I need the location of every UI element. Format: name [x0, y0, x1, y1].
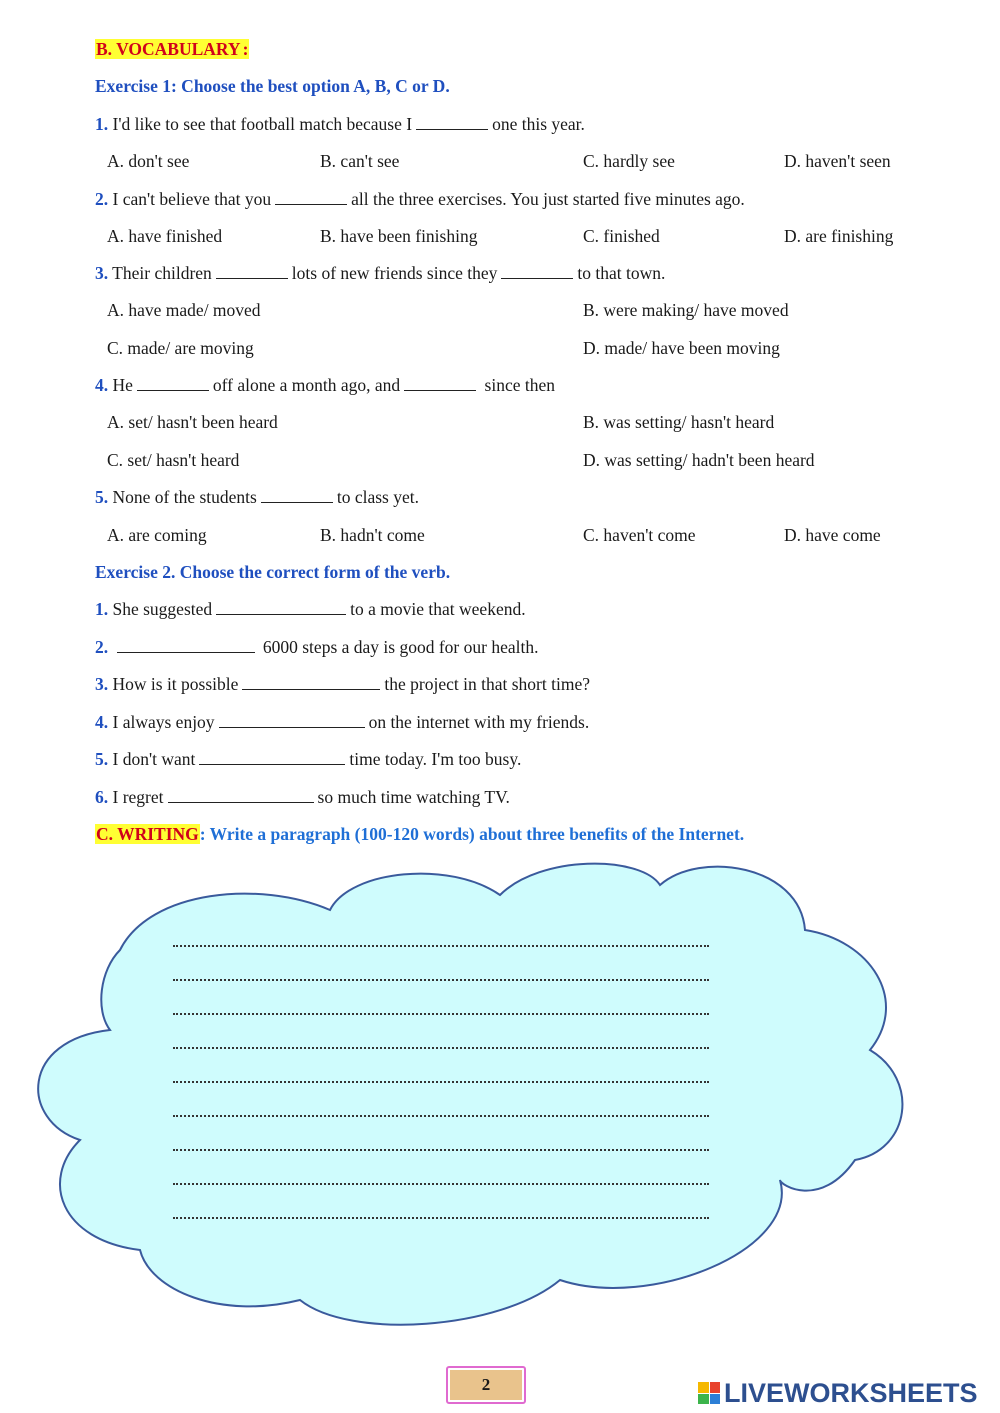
writing-line-2[interactable] [173, 979, 709, 981]
option-b[interactable]: B. can't see [320, 151, 400, 171]
question-text: I always enjoy [108, 712, 215, 732]
option-c[interactable]: C. finished [583, 226, 660, 246]
answer-blank[interactable] [275, 189, 347, 205]
option-c[interactable]: C. hardly see [583, 151, 675, 171]
option-b[interactable]: B. hadn't come [320, 525, 425, 545]
question-text: all the three exercises. You just started five minutes ago. [351, 189, 745, 209]
question-text: to class yet. [336, 487, 419, 507]
ex1-question-1 [95, 113, 585, 135]
vocabulary-section-label: B. VOCABULARY [96, 39, 241, 59]
ex1-question-5 [95, 486, 419, 508]
question-number: 1. [95, 599, 109, 619]
brand-name: LIVEWORKSHEETS [724, 1377, 978, 1408]
vocabulary-heading [95, 38, 249, 60]
option-a[interactable]: A. set/ hasn't been heard [107, 412, 278, 432]
logo-tile [698, 1394, 709, 1405]
option-d[interactable]: D. are finishing [784, 226, 894, 246]
ex1-question-4 [95, 374, 555, 396]
question-number: 4. [95, 375, 109, 395]
question-number: 1. [95, 114, 109, 134]
option-a[interactable]: A. have made/ moved [107, 300, 261, 320]
option-c[interactable]: C. made/ are moving [107, 338, 254, 358]
writing-line-1[interactable] [173, 945, 709, 947]
exercise-1-title: Exercise 1: Choose the best option A, B, C or D. [95, 76, 450, 96]
question-text: to a movie that weekend. [350, 599, 526, 619]
question-text [108, 637, 112, 657]
option-c[interactable]: C. set/ hasn't heard [107, 450, 240, 470]
question-number: 5. [95, 749, 109, 769]
question-text: I don't want [108, 749, 196, 769]
question-text: None of the students [108, 487, 257, 507]
vocabulary-colon: : [242, 39, 249, 59]
option-a[interactable]: A. don't see [107, 151, 190, 171]
question-text: She suggested [108, 599, 213, 619]
question-text: off alone a month ago, and [212, 375, 401, 395]
ex2-question-2 [95, 636, 538, 658]
question-text: the project in that short time? [384, 674, 590, 694]
writing-prompt: : Write a paragraph (100-120 words) about three benefits of the Internet. [199, 824, 745, 844]
question-text: Their children [108, 263, 212, 283]
question-text: 6000 steps a day is good for our health. [258, 637, 539, 657]
question-text: on the internet with my friends. [368, 712, 590, 732]
writing-line-5[interactable] [173, 1081, 709, 1083]
writing-section-label: C. WRITING [96, 824, 199, 844]
ex2-question-6 [95, 786, 510, 808]
writing-line-9[interactable] [173, 1217, 709, 1219]
question-text: since then [480, 375, 556, 395]
option-d[interactable]: D. was setting/ hadn't been heard [583, 450, 815, 470]
answer-blank[interactable] [168, 787, 314, 803]
ex1-question-3 [95, 262, 665, 284]
answer-blank[interactable] [216, 599, 346, 615]
option-b[interactable]: B. was setting/ hasn't heard [583, 412, 775, 432]
question-text: so much time watching TV. [317, 787, 510, 807]
answer-blank[interactable] [117, 637, 255, 653]
liveworksheets-logo-icon [698, 1382, 720, 1404]
option-d[interactable]: D. have come [784, 525, 881, 545]
answer-blank[interactable] [137, 375, 209, 391]
option-b[interactable]: B. have been finishing [320, 226, 478, 246]
logo-tile [710, 1394, 721, 1405]
answer-blank[interactable] [216, 263, 288, 279]
question-text: I'd like to see that football match because I [108, 114, 413, 134]
question-text: lots of new friends since they [291, 263, 498, 283]
question-number: 3. [95, 674, 109, 694]
writing-cloud [0, 850, 1000, 1350]
option-d[interactable]: D. made/ have been moving [583, 338, 780, 358]
question-text: to that town. [577, 263, 666, 283]
page-number-box [446, 1366, 526, 1404]
ex2-question-4 [95, 711, 589, 733]
question-number: 4. [95, 712, 109, 732]
option-d[interactable]: D. haven't seen [784, 151, 891, 171]
ex1-question-2 [95, 188, 745, 210]
option-a[interactable]: A. are coming [107, 525, 207, 545]
writing-line-7[interactable] [173, 1149, 709, 1151]
question-text: How is it possible [108, 674, 239, 694]
writing-line-4[interactable] [173, 1047, 709, 1049]
exercise-2-title: Exercise 2. Choose the correct form of the verb. [95, 562, 451, 582]
question-number: 2. [95, 637, 109, 657]
writing-line-8[interactable] [173, 1183, 709, 1185]
question-text: I regret [108, 787, 164, 807]
ex2-question-1 [95, 598, 526, 620]
cloud-shape [38, 864, 902, 1325]
question-text: one this year. [492, 114, 585, 134]
answer-blank[interactable] [219, 712, 365, 728]
logo-tile [710, 1382, 721, 1393]
question-text: I can't believe that you [108, 189, 272, 209]
question-text: He [108, 375, 133, 395]
writing-heading [95, 823, 744, 845]
option-b[interactable]: B. were making/ have moved [583, 300, 789, 320]
ex2-question-5 [95, 748, 521, 770]
ex2-question-3 [95, 673, 590, 695]
answer-blank[interactable] [416, 114, 488, 130]
page-number: 2 [450, 1370, 522, 1400]
writing-line-6[interactable] [173, 1115, 709, 1117]
logo-tile [698, 1382, 709, 1393]
question-number: 5. [95, 487, 109, 507]
question-number: 6. [95, 787, 109, 807]
answer-blank[interactable] [242, 674, 380, 690]
question-text: time today. I'm too busy. [349, 749, 522, 769]
writing-line-3[interactable] [173, 1013, 709, 1015]
option-a[interactable]: A. have finished [107, 226, 223, 246]
question-number: 2. [95, 189, 109, 209]
answer-blank[interactable] [404, 375, 476, 391]
question-number: 3. [95, 263, 109, 283]
option-c[interactable]: C. haven't come [583, 525, 696, 545]
brand-footer [698, 1378, 978, 1408]
answer-blank[interactable] [199, 749, 345, 765]
answer-blank[interactable] [261, 487, 333, 503]
answer-blank[interactable] [501, 263, 573, 279]
